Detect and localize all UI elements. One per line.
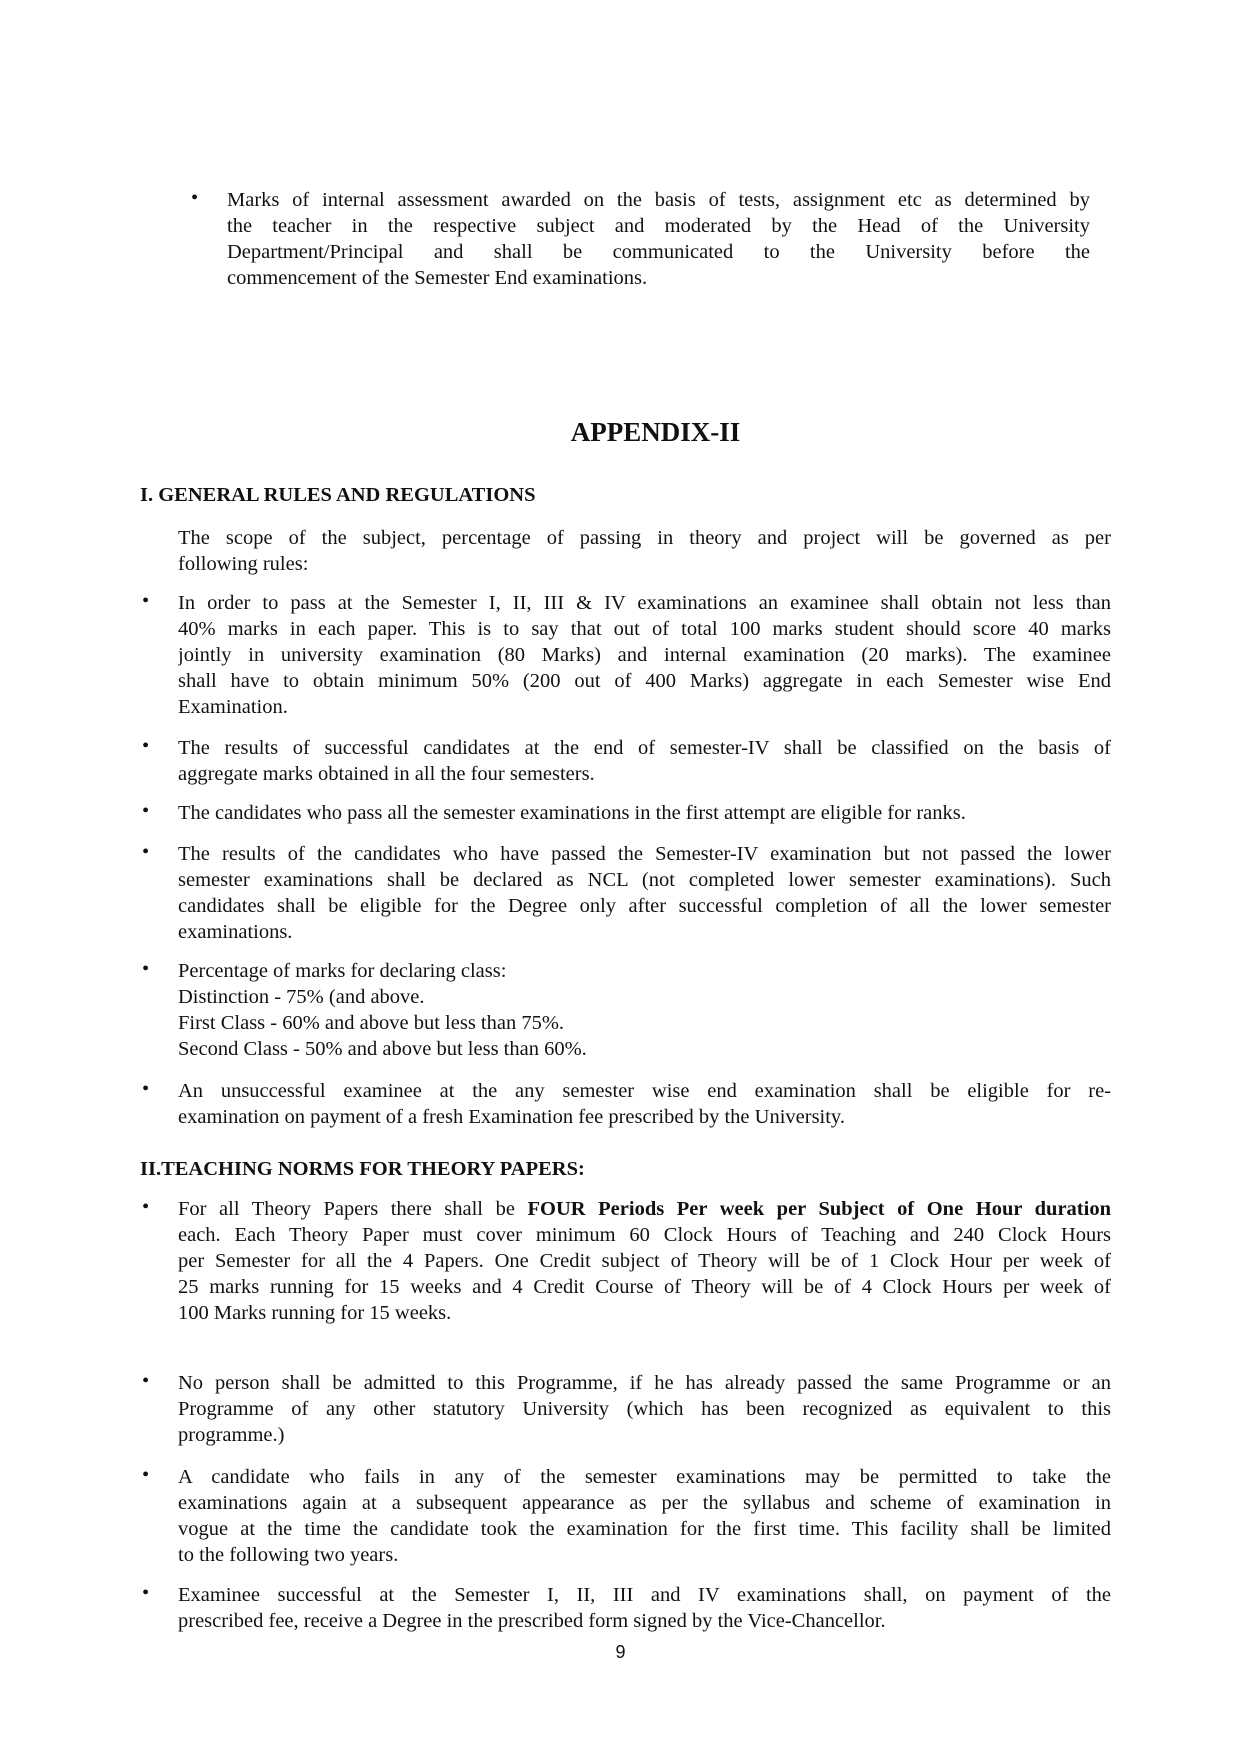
- bullet-marker: •: [142, 1370, 150, 1392]
- bullet-marker: •: [142, 958, 150, 980]
- text-line: each. Each Theory Paper must cover minimum 60 Clock Hours of Teaching and 240 Clock Hours: [178, 1224, 1111, 1246]
- text-line: 25 marks running for 15 weeks and 4 Credit Course of Theory will be of 4 Clock Hours per week of: [178, 1276, 1111, 1298]
- text-line: The results of successful candidates at the end of semester-IV shall be classified on the basis of: [178, 737, 1111, 759]
- rule-bullet: [142, 841, 1111, 945]
- text-line: 40% marks in each paper. This is to say that out of total 100 marks student should score 40 marks: [178, 618, 1111, 640]
- text-line: First Class - 60% and above but less than 75%.: [178, 1012, 565, 1034]
- text-line: Marks of internal assessment awarded on the basis of tests, assignment etc as determined by: [227, 189, 1090, 211]
- bullet-marker: •: [142, 841, 150, 863]
- text-line: the teacher in the respective subject and moderated by the Head of the University: [227, 215, 1090, 237]
- norm-bullet: [142, 1582, 1111, 1634]
- text-line: examination on payment of a fresh Examination fee prescribed by the University.: [178, 1106, 845, 1128]
- text-line: following rules:: [178, 553, 309, 575]
- text-line: [178, 1196, 1111, 1222]
- text-line: programme.): [178, 1424, 285, 1446]
- bullet-marker: •: [142, 1582, 150, 1604]
- text-line: No person shall be admitted to this Programme, if he has already passed the same Programme or an: [178, 1372, 1111, 1394]
- bullet-marker: •: [142, 800, 150, 822]
- text-line: Second Class - 50% and above but less than 60%.: [178, 1038, 587, 1060]
- page-number: 9: [615, 1642, 626, 1662]
- text-line: The scope of the subject, percentage of passing in theory and project will be governed as per: [178, 527, 1111, 549]
- text-line: A candidate who fails in any of the semester examinations may be permitted to take the: [178, 1466, 1111, 1488]
- text-line: Distinction - 75% (and above.: [178, 986, 425, 1008]
- text-line: Examination.: [178, 696, 288, 718]
- text-line: In order to pass at the Semester I, II, III & IV examinations an examinee shall obtain not less than: [178, 592, 1111, 614]
- rule-bullet: [142, 1078, 1111, 1130]
- text-line: prescribed fee, receive a Degree in the prescribed form signed by the Vice-Chancellor.: [178, 1610, 886, 1632]
- text-line: jointly in university examination (80 Marks) and internal examination (20 marks). The examinee: [178, 644, 1111, 666]
- text-line: commencement of the Semester End examinations.: [227, 267, 648, 289]
- norm-bullet: [142, 1464, 1111, 1568]
- text-line: The candidates who pass all the semester examinations in the first attempt are eligible for ranks.: [178, 802, 966, 824]
- appendix-title: APPENDIX-II: [570, 417, 741, 447]
- bullet-marker: •: [142, 590, 150, 612]
- text-line: semester examinations shall be declared as NCL (not completed lower semester examinations). Such: [178, 869, 1111, 891]
- bullet-marker: •: [142, 1078, 150, 1100]
- text-line: The results of the candidates who have passed the Semester-IV examination but not passed the lower: [178, 843, 1111, 865]
- bullet-marker: •: [191, 187, 199, 209]
- rule-bullet: [142, 590, 1111, 720]
- text-line: shall have to obtain minimum 50% (200 out of 400 Marks) aggregate in each Semester wise End: [178, 670, 1111, 692]
- text-line: examinations again at a subsequent appearance as per the syllabus and scheme of examination in: [178, 1492, 1111, 1514]
- section1-intro: [178, 525, 1111, 577]
- bullet-marker: •: [142, 1196, 150, 1218]
- norm-bullet: [142, 1196, 1111, 1326]
- text-line: to the following two years.: [178, 1544, 399, 1566]
- text-line: An unsuccessful examinee at the any semester wise end examination shall be eligible for re-: [178, 1080, 1111, 1102]
- intro-bullet: [191, 187, 1090, 291]
- section-heading-teaching-norms: II.TEACHING NORMS FOR THEORY PAPERS:: [140, 1158, 585, 1180]
- section-heading-general-rules: I. GENERAL RULES AND REGULATIONS: [140, 484, 536, 506]
- rule-bullet: [142, 735, 1111, 787]
- text-line: Examinee successful at the Semester I, II, III and IV examinations shall, on payment of the: [178, 1584, 1111, 1606]
- text-line: aggregate marks obtained in all the four semesters.: [178, 763, 595, 785]
- bullet-marker: •: [142, 1464, 150, 1486]
- text-line: examinations.: [178, 921, 293, 943]
- text-segment: For all Theory Papers there shall be: [178, 1198, 528, 1220]
- norm-bullet: [142, 1370, 1111, 1448]
- text-line: Percentage of marks for declaring class:: [178, 960, 507, 982]
- rule-bullet: [142, 958, 1111, 1062]
- text-line: Programme of any other statutory University (which has been recognized as equivalent to this: [178, 1398, 1111, 1420]
- text-line: vogue at the time the candidate took the examination for the first time. This facility shall be limited: [178, 1518, 1111, 1540]
- rule-bullet: [142, 800, 1111, 826]
- bullet-marker: •: [142, 735, 150, 757]
- text-line: Department/Principal and shall be communicated to the University before the: [227, 241, 1090, 263]
- bold-text: FOUR Periods Per week per Subject of One Hour duration: [527, 1198, 1111, 1220]
- text-line: candidates shall be eligible for the Degree only after successful completion of all the lower semester: [178, 895, 1111, 917]
- text-line: per Semester for all the 4 Papers. One Credit subject of Theory will be of 1 Clock Hour per week of: [178, 1250, 1111, 1272]
- text-line: 100 Marks running for 15 weeks.: [178, 1302, 452, 1324]
